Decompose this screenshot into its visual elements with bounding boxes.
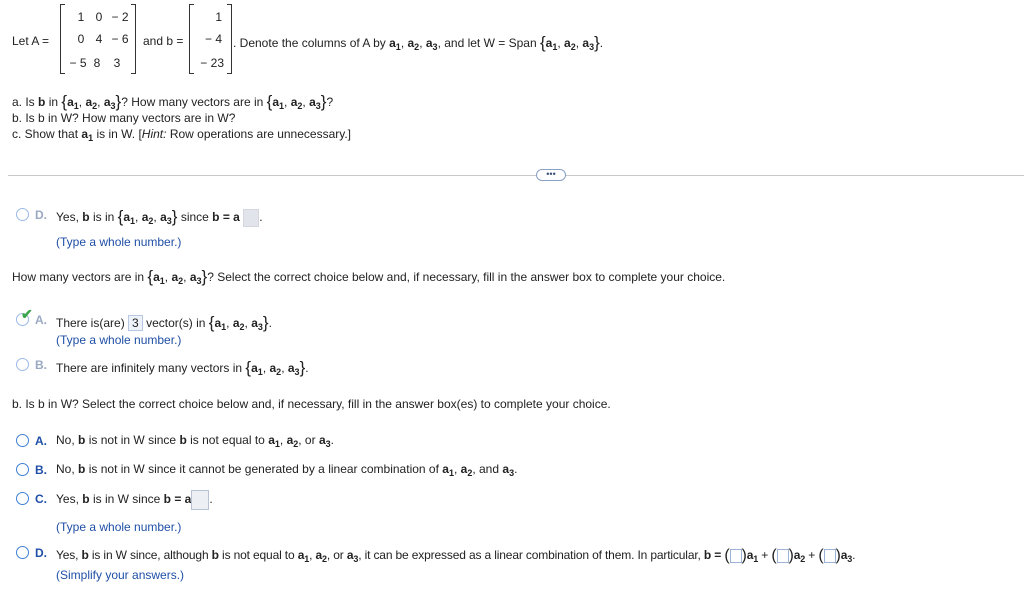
option-letter: A. bbox=[35, 434, 47, 448]
option-letter: B. bbox=[35, 463, 47, 477]
coefficient-box-2[interactable] bbox=[777, 549, 789, 563]
vector-cell: − 23 bbox=[200, 56, 224, 70]
question-c: c. Show that $a_1$ is in W. [Hint: Row operations are unnecessary.] bbox=[12, 127, 352, 143]
answer-box-index[interactable] bbox=[243, 209, 259, 227]
hint-text: (Type a whole number.) bbox=[56, 235, 182, 249]
vector-cell: 1 bbox=[215, 10, 222, 24]
matrix-cell: 8 bbox=[93, 56, 101, 70]
column-a3: $a_3$ bbox=[425, 36, 438, 52]
part-b-option-b-text: No, b is not in W since it cannot be generated by a linear combination of $a_1$, $a_2$, and $a_3$. bbox=[56, 462, 518, 478]
radio-part-b-option-a[interactable] bbox=[16, 434, 29, 447]
radio-part-b-option-b[interactable] bbox=[16, 463, 29, 476]
let-a-label: Let A = bbox=[12, 34, 50, 48]
matrix-cell: 0 bbox=[77, 32, 85, 46]
correct-check-icon: ✔ bbox=[21, 306, 33, 322]
matrix-cell: − 2 bbox=[111, 10, 129, 24]
hint-text: (Type a whole number.) bbox=[56, 333, 182, 347]
how-many-prompt: How many vectors are in {$a_1$, $a_2$, $a_3$}? Select the correct choice below and, if necessary, fill in the answer box to complete your choice. bbox=[12, 267, 726, 286]
part-a-option-d-text: Yes, b is in {$a_1$, $a_2$, $a_3$} since b = a . bbox=[56, 207, 263, 226]
matrix-cell: − 6 bbox=[111, 32, 129, 46]
part-b-option-c-text: Yes, b is in W since b = a . bbox=[56, 490, 213, 510]
question-b: b. Is b in W? How many vectors are in W? bbox=[12, 111, 236, 125]
matrix-cell: 3 bbox=[113, 56, 121, 70]
and-b-label: and b = bbox=[143, 34, 184, 48]
column-a2: $a_2$ bbox=[407, 36, 420, 52]
answer-box-index[interactable] bbox=[191, 490, 209, 510]
vector-cell: − 4 bbox=[204, 32, 222, 46]
vector-b bbox=[189, 4, 232, 74]
coefficient-box-1[interactable] bbox=[730, 549, 742, 563]
denote-text: . Denote the columns of A by bbox=[233, 36, 386, 50]
column-a1: $a_1$ bbox=[389, 36, 401, 52]
option-letter: D. bbox=[35, 208, 47, 222]
radio-how-many-option-b[interactable] bbox=[16, 358, 29, 371]
option-letter: B. bbox=[35, 358, 47, 372]
option-letter: C. bbox=[35, 492, 47, 506]
section-divider bbox=[8, 175, 1024, 176]
radio-part-a-option-d[interactable] bbox=[16, 208, 29, 221]
expand-more-button[interactable]: ••• bbox=[536, 169, 566, 181]
part-b-option-a-text: No, b is not in W since b is not equal to $a_1$, $a_2$, or $a_3$. bbox=[56, 433, 334, 449]
part-b-prompt: b. Is b in W? Select the correct choice below and, if necessary, fill in the answer box(es) to complete your choice. bbox=[12, 397, 611, 411]
matrix-cell: 0 bbox=[95, 10, 103, 24]
vector-b-row bbox=[190, 32, 231, 46]
vector-b-row bbox=[190, 10, 231, 24]
and-let-w-text: , and let W = Span bbox=[437, 36, 537, 50]
matrix-a-row bbox=[61, 56, 135, 70]
radio-part-b-option-d[interactable] bbox=[16, 546, 29, 559]
radio-part-b-option-c[interactable] bbox=[16, 492, 29, 505]
vector-b-row bbox=[190, 56, 231, 70]
matrix-a bbox=[60, 4, 136, 74]
denote-sentence: . Denote the columns of A by $a_1$, $a_2$, $a_3$, and let W = Span {$a_1$, $a_2$, $a_3$}. bbox=[233, 33, 604, 52]
option-letter: D. bbox=[35, 546, 47, 560]
matrix-cell: − 5 bbox=[69, 56, 87, 70]
hint-text: (Type a whole number.) bbox=[56, 520, 182, 534]
how-many-option-b-text: There are infinitely many vectors in {$a_1$, $a_2$, $a_3$}. bbox=[56, 358, 309, 377]
coefficient-box-3[interactable] bbox=[824, 549, 836, 563]
matrix-a-row bbox=[61, 10, 135, 24]
part-b-option-d-text: Yes, b is in W since, although b is not equal to $a_1$, $a_2$, or $a_3$, it can be expressed as a linear combination of them. In particular, b = ( )$a_1$ + ( )$a_2$ + ( )$a_3$. bbox=[56, 547, 856, 564]
matrix-cell: 1 bbox=[77, 10, 85, 24]
answer-box-count[interactable]: 3 bbox=[128, 315, 143, 331]
matrix-cell: 4 bbox=[95, 32, 103, 46]
hint-text: (Simplify your answers.) bbox=[56, 568, 185, 582]
question-a: a. Is b in {$a_1$, $a_2$, $a_3$}? How many vectors are in {$a_1$, $a_2$, $a_3$}? bbox=[12, 92, 334, 111]
how-many-option-a-text: There is(are) 3 vector(s) in {$a_1$, $a_2$, $a_3$}. bbox=[56, 313, 272, 332]
option-letter: A. bbox=[35, 313, 47, 327]
matrix-a-row bbox=[61, 32, 135, 46]
